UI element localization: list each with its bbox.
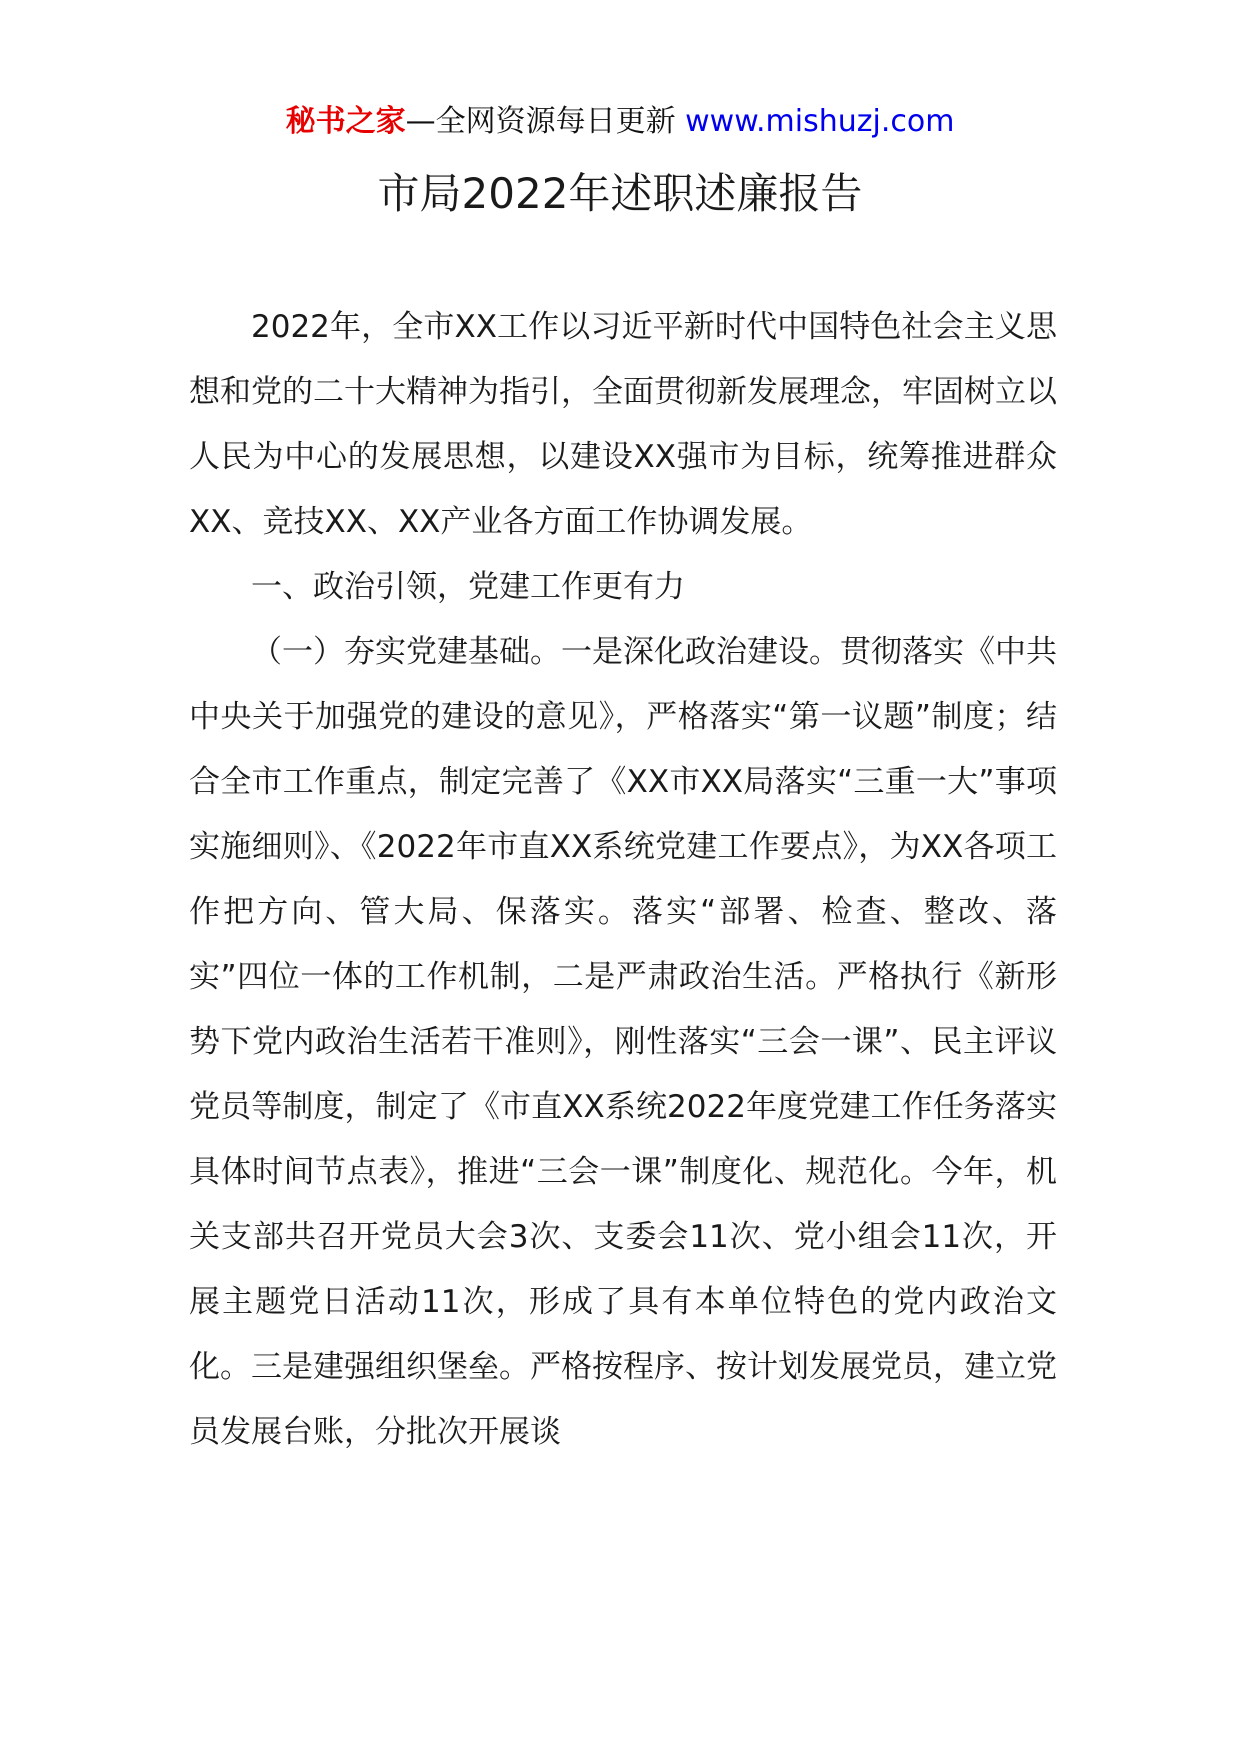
source-banner [0,102,1240,142]
site-link[interactable]: www.mishuzj.com [685,104,955,139]
intro-paragraph: 2022年，全市XX工作以习近平新时代中国特色社会主义思想和党的二十大精神为指引，全面贯彻新发展理念，牢固树立以人民为中心的发展思想，以建设XX强市为目标，统筹推进群众XX、竞技XX、XX产业各方面工作协调发展。 [189,309,1057,540]
document-body [189,295,1057,1465]
section-heading: 一、政治引领，党建工作更有力 [251,569,685,605]
banner-tagline: —全网资源每日更新 [405,104,686,139]
brand-name: 秘书之家 [285,104,406,139]
document-title: 市局2022年述职述廉报告 [377,169,863,218]
body-paragraph: （一）夯实党建基础。一是深化政治建设。贯彻落实《中共中央关于加强党的建设的意见》，严格落实“第一议题”制度；结合全市工作重点，制定完善了《XX市XX局落实“三重一大”事项实施细则》、《2022年市直XX系统党建工作要点》，为XX各项工作把方向、管大局、保落实。落实“部署、检查、整改、落实”四位一体的工作机制，二是严肃政治生活。严格执行《新形势下党内政治生活若干准则》，刚性落实“三会一课”、民主评议党员等制度，制定了《市直XX系统2022年度党建工作任务落实具体时间节点表》，推进“三会一课”制度化、规范化。今年，机关支部共召开党员大会3次、支委会11次、党小组会11次，开展主题党日活动11次，形成了具有本单位特色的党内政治文化。三是建强组织堡垒。严格按程序、按计划发展党员，建立党员发展台账，分批次开展谈 [189,634,1057,1450]
